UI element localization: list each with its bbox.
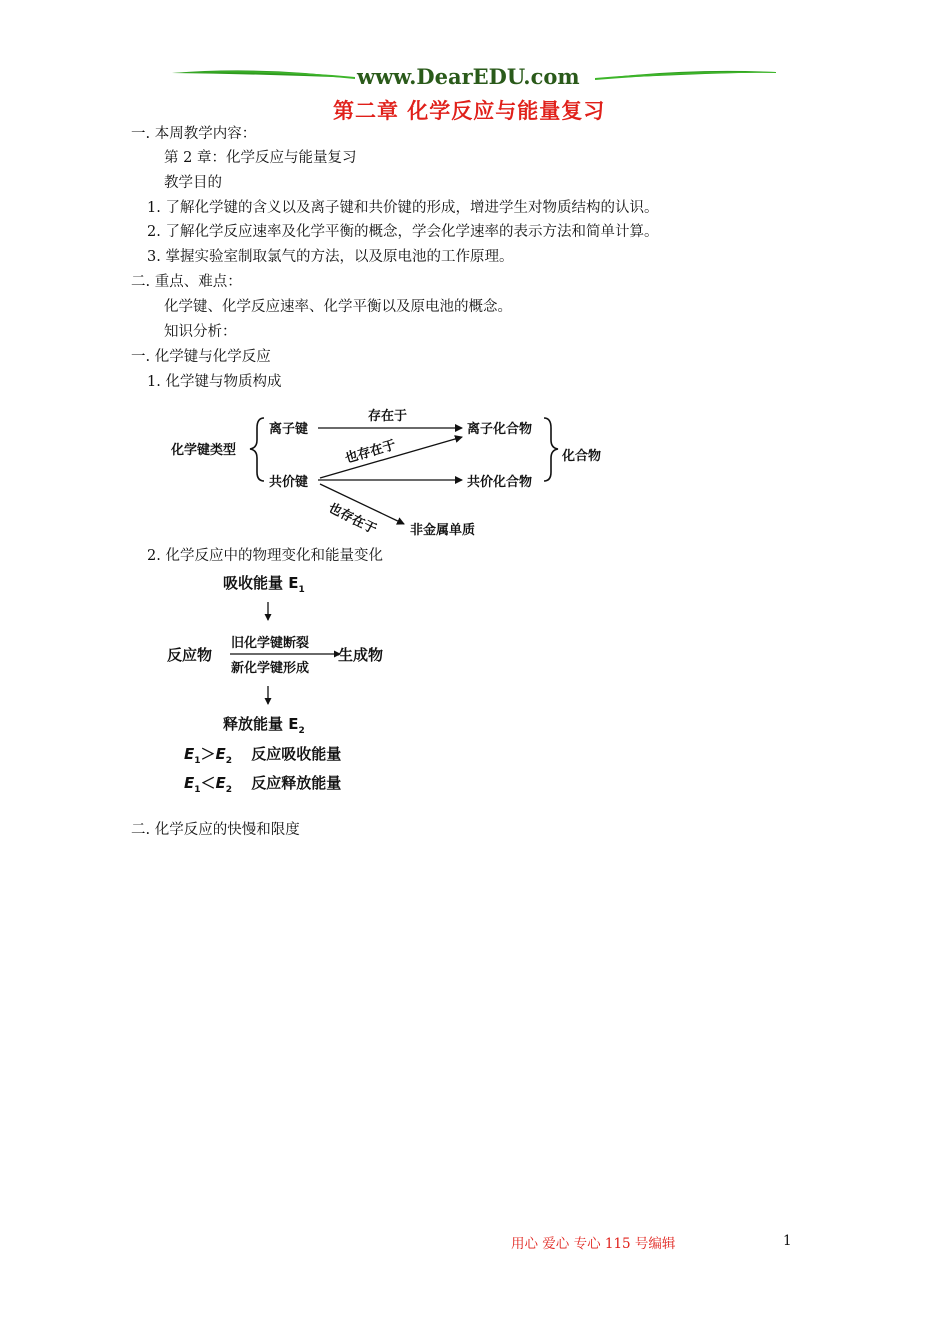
goal-heading: 教学目的	[164, 175, 222, 191]
release-energy-label: 释放能量 $E_2$	[223, 715, 305, 736]
page-title: 第二章 化学反应与能量复习	[333, 99, 606, 123]
knowledge-1-heading: 一. 化学键与化学反应	[131, 349, 271, 365]
analysis-heading: 知识分析：	[164, 324, 237, 340]
chapter-line: 第 2 章：化学反应与能量复习	[164, 150, 357, 166]
ionic-compound-label: 离子化合物	[467, 422, 533, 437]
page-number: 1	[783, 1233, 792, 1249]
knowledge-1-sub-1: 1. 化学键与物质构成	[147, 374, 282, 390]
absorb-energy-label: 吸收能量 $E_1$	[223, 574, 305, 595]
ionic-bond-label: 离子键	[269, 422, 309, 437]
goal-item-2: 2. 了解化学反应速率及化学平衡的概念，学会化学速率的表示方法和简单计算。	[147, 224, 659, 240]
site-logo-text: www.DearEDU.com	[357, 64, 580, 89]
goal-item-1: 1. 了解化学键的含义以及离子键和共价键的形成，增进学生对物质结构的认识。	[147, 200, 659, 216]
compound-label: 化合物	[562, 449, 602, 464]
bond-breaking-label: 旧化学键断裂	[231, 636, 310, 651]
knowledge-1-sub-2: 2. 化学反应中的物理变化和能量变化	[147, 548, 383, 564]
also-exists-in-label-lower: 也存在于	[325, 500, 379, 538]
condition-absorb: $E_1>E_2$ 反应吸收能量	[184, 745, 342, 766]
bond-type-label: 化学键类型	[171, 443, 237, 458]
covalent-bond-label: 共价键	[269, 475, 309, 490]
section-2-heading: 二. 重点、难点：	[131, 274, 242, 290]
goal-item-3: 3. 掌握实验室制取氯气的方法，以及原电池的工作原理。	[147, 249, 514, 265]
condition-release: $E_1<E_2$ 反应释放能量	[184, 774, 342, 795]
bond-forming-label: 新化学键形成	[231, 661, 310, 676]
also-exists-in-label-upper: 也存在于	[343, 437, 398, 467]
covalent-compound-label: 共价化合物	[467, 475, 533, 490]
exists-in-label: 存在于	[368, 409, 408, 424]
nonmetal-element-label: 非金属单质	[410, 523, 476, 538]
key-points-text: 化学键、化学反应速率、化学平衡以及原电池的概念。	[164, 299, 512, 315]
footer-text: 用心 爱心 专心 115 号编辑	[511, 1236, 676, 1252]
section-1-heading: 一. 本周教学内容：	[131, 126, 257, 142]
product-label: 生成物	[338, 646, 384, 664]
knowledge-2-heading: 二. 化学反应的快慢和限度	[131, 822, 300, 838]
reactant-label: 反应物	[167, 646, 213, 664]
